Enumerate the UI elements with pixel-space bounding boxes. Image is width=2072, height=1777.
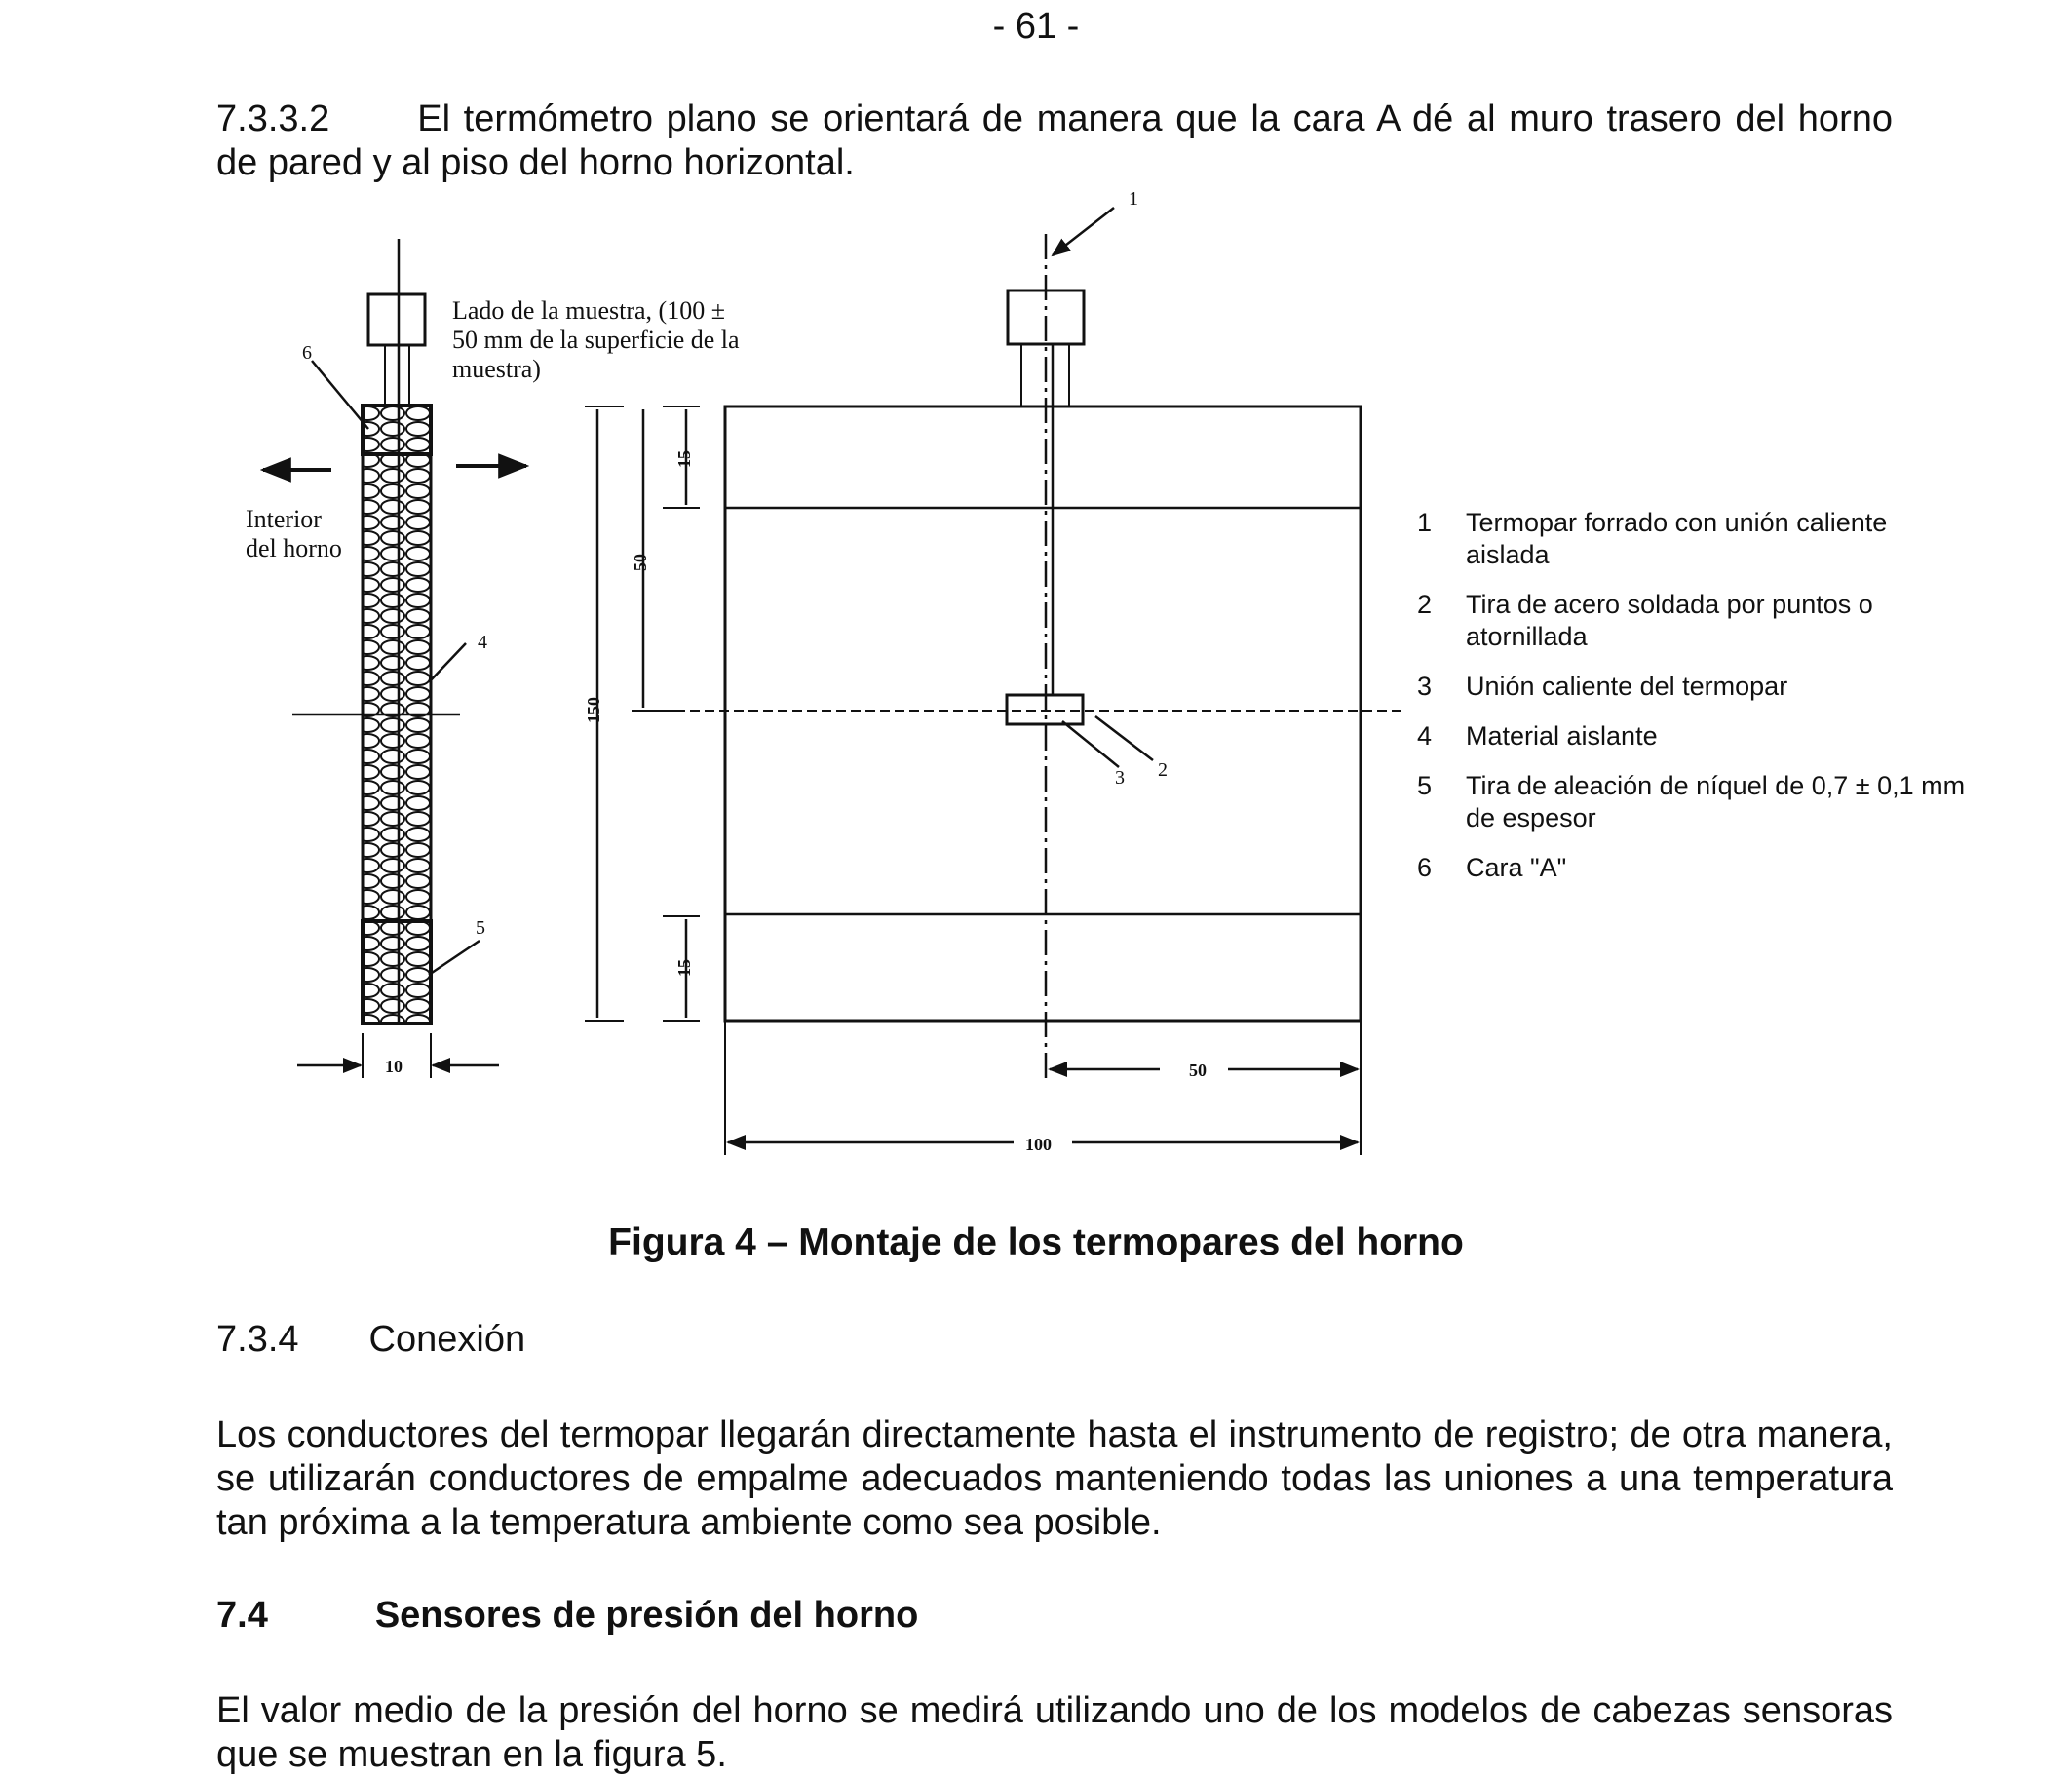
legend-item — [1405, 507, 1971, 571]
section-number: 7.3.4 — [216, 1319, 299, 1360]
legend-text: Cara "A" — [1466, 853, 1567, 882]
dim-width-strip: 10 — [385, 1057, 403, 1076]
legend-item — [1405, 720, 1971, 753]
callout-6: 6 — [302, 342, 312, 364]
legend-number: 6 — [1417, 853, 1433, 882]
dim-full-width: 100 — [1025, 1135, 1052, 1154]
dim-top-band: 15 — [674, 450, 694, 468]
legend-text: Tira de acero soldada por puntos o atornillada — [1466, 590, 1873, 651]
interior-label: Interior del horno — [246, 505, 342, 562]
legend-text: Unión caliente del termopar — [1466, 672, 1788, 701]
legend-number: 5 — [1417, 771, 1433, 800]
legend-number: 4 — [1417, 721, 1433, 751]
legend-text: Termopar forrado con unión caliente aislada — [1466, 508, 1888, 569]
legend-number: 3 — [1417, 672, 1433, 701]
section-title: Sensores de presión del horno — [374, 1595, 919, 1636]
paragraph-7-4: El valor medio de la presión del horno se medirá utilizando uno de los modelos de cabezas sensoras que se muestran en la figura 5. — [216, 1690, 1893, 1775]
callout-5: 5 — [476, 917, 485, 939]
section-number: 7.4 — [216, 1595, 268, 1636]
dim-half-width: 50 — [1189, 1061, 1207, 1080]
legend-number: 1 — [1417, 508, 1433, 537]
paragraph-7-3-4: Los conductores del termopar llegarán directamente hasta el instrumento de registro; de otra manera, se utilizarán conductores de empalme adecuados manteniendo todas las uniones a una temperatura tan próxima a la temperatura ambiente como sea posible. — [216, 1414, 1893, 1543]
section-number: 7.3.3.2 — [216, 98, 330, 139]
dim-upper: 50 — [631, 554, 650, 571]
figure-legend — [1405, 507, 1971, 902]
callout-1: 1 — [1129, 188, 1138, 210]
dim-bottom-band: 15 — [674, 959, 694, 977]
legend-number: 2 — [1417, 590, 1433, 619]
legend-text: Tira de aleación de níquel de 0,7 ± 0,1 mm de espesor — [1466, 771, 1966, 832]
dim-total-height: 150 — [584, 697, 603, 723]
page-number: - 61 - — [992, 6, 1080, 47]
figure-caption: Figura 4 – Montaje de los termopares del horno — [608, 1221, 1464, 1263]
sample-side-label: Lado de la muestra, (100 ± 50 mm de la superficie de la muestra) — [452, 296, 740, 383]
section-heading-7-4 — [216, 1595, 918, 1637]
paragraph-text: El termómetro plano se orientará de manera que la cara A dé al muro trasero del horno de pared y al piso del horno horizontal. — [216, 98, 1893, 183]
callout-4: 4 — [478, 632, 487, 653]
legend-item — [1405, 852, 1971, 884]
section-title: Conexión — [368, 1319, 526, 1360]
legend-item — [1405, 770, 1971, 834]
callout-2: 2 — [1158, 759, 1168, 781]
section-heading-7-3-4 — [216, 1319, 525, 1361]
legend-item — [1405, 671, 1971, 703]
legend-text: Material aislante — [1466, 721, 1658, 751]
legend-item — [1405, 589, 1971, 653]
callout-3: 3 — [1115, 767, 1125, 789]
